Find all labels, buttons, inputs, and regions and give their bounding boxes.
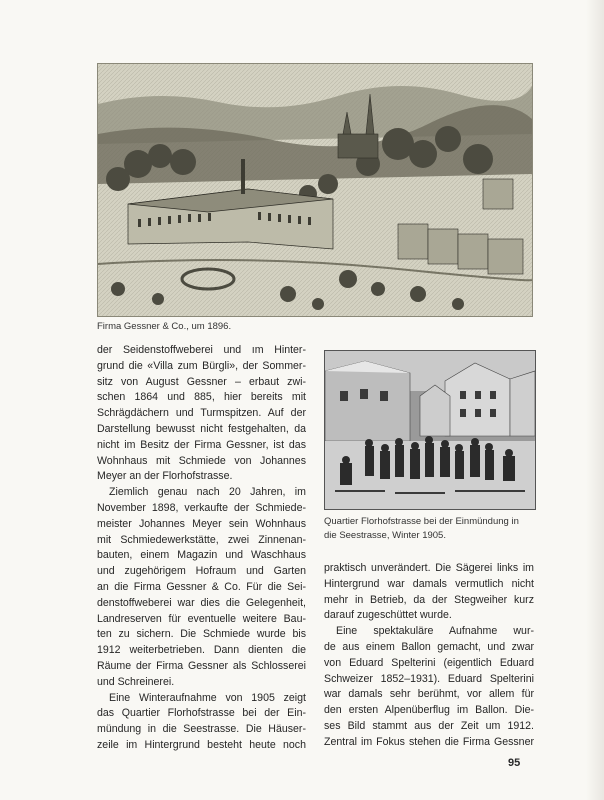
text-line: grund die «Villa zum Bürgli», der Sommer- (97, 359, 306, 372)
text-line: und Schreinerei. (97, 675, 175, 688)
caption-line: die Seestrasse, Winter 1905. (324, 530, 446, 541)
text-line: mehr in Betrieb, da der Stegweiher kurz (324, 593, 534, 606)
body-text-right-column (324, 561, 534, 751)
text-line: ten zu sichern. Die Schmiede wurde bis (97, 628, 306, 641)
text-line: von Eduard Spelterini (eigentlich Eduard (324, 656, 534, 669)
text-line: Schweizer 1852–1931). Eduard Spelterini (324, 672, 534, 685)
text-line: Darstellung bewusst nicht festgehalten, da (97, 422, 306, 435)
text-line: sitz von August Gessner – erbaut zwi- (97, 375, 306, 388)
text-line: der Seidenstoffweberei und ım Hinter- (97, 344, 306, 356)
text-line: mündung in die Seestrasse. Die Häuser- (97, 723, 306, 736)
photo-caption (324, 515, 534, 543)
text-line: ses Bild stammt aus der Zeit um 1912. (324, 719, 534, 732)
text-line: zeile im Hintergrund besteht heute noch (97, 738, 306, 751)
text-line: darauf zugeschüttet wurde. (324, 609, 452, 622)
winter-photograph (324, 350, 536, 510)
engraving-caption: Firma Gessner & Co., um 1896. (97, 321, 232, 332)
text-line: schen 1864 und 885, hier bereits mit (97, 391, 306, 404)
text-line: an die Firma Gessner & Co. Für die Sei- (97, 580, 306, 593)
text-line: Hintergrund war damals vermutlich nicht (324, 577, 534, 590)
text-line: Wohnhaus mit Schmiede von Johannes (97, 454, 306, 467)
text-line: Eine spektakuläre Aufnahme wur- (336, 625, 534, 638)
text-line: praktisch unverändert. Die Sägerei links im (324, 562, 534, 574)
text-line: November 1898, verkaufte der Schmiede- (97, 501, 306, 514)
text-line: 1912 weiterbetrieben. Dann dienten die (97, 644, 306, 657)
engraving-illustration (97, 63, 533, 317)
text-line: mit Schmiedewerkstätte, zwei Zinnenan- (97, 533, 306, 546)
body-text-left-column (97, 343, 306, 754)
text-line: Schrägdächern und Turmspitzen. Auf der (97, 407, 306, 420)
page-number: 95 (508, 757, 521, 769)
text-line: bauten, einem Magazin und Waschhaus (97, 549, 306, 562)
page-edge (586, 0, 604, 800)
text-line: das Quartier Florhofstrasse bei der Ein- (97, 707, 306, 720)
text-line: und zugehörigem Hofraum und Garten (97, 565, 306, 578)
text-line: Landreserven für eventuelle weitere Bau- (97, 612, 306, 625)
text-line: Ziemlich genau nach 20 Jahren, im (109, 486, 306, 499)
text-line: denstoffweberei war dies die Gelegenheit, (97, 596, 306, 609)
text-line: Räume der Firma Gessner als Schlosserei (97, 659, 306, 672)
text-line: war damals sehr berühmt, vor allem für (324, 688, 534, 701)
text-line: nicht im Besitz der Firma Gessner, ist das (97, 438, 306, 451)
caption-line: Quartier Florhofstrasse bei der Einmündung in (324, 516, 519, 527)
text-line: Meyer an der Florhofstrasse. (97, 470, 233, 483)
text-line: den ersten Alpenüberflug im Ballon. Die- (324, 704, 534, 717)
text-line: Eine Winteraufnahme von 1905 zeigt (109, 691, 306, 704)
text-line: de aus einem Ballon gemacht, und zwar (324, 640, 534, 653)
text-line: meister Johannes Meyer sein Wohnhaus (97, 517, 306, 530)
text-line: Zentral im Fokus stehen die Firma Gessner (324, 735, 534, 748)
